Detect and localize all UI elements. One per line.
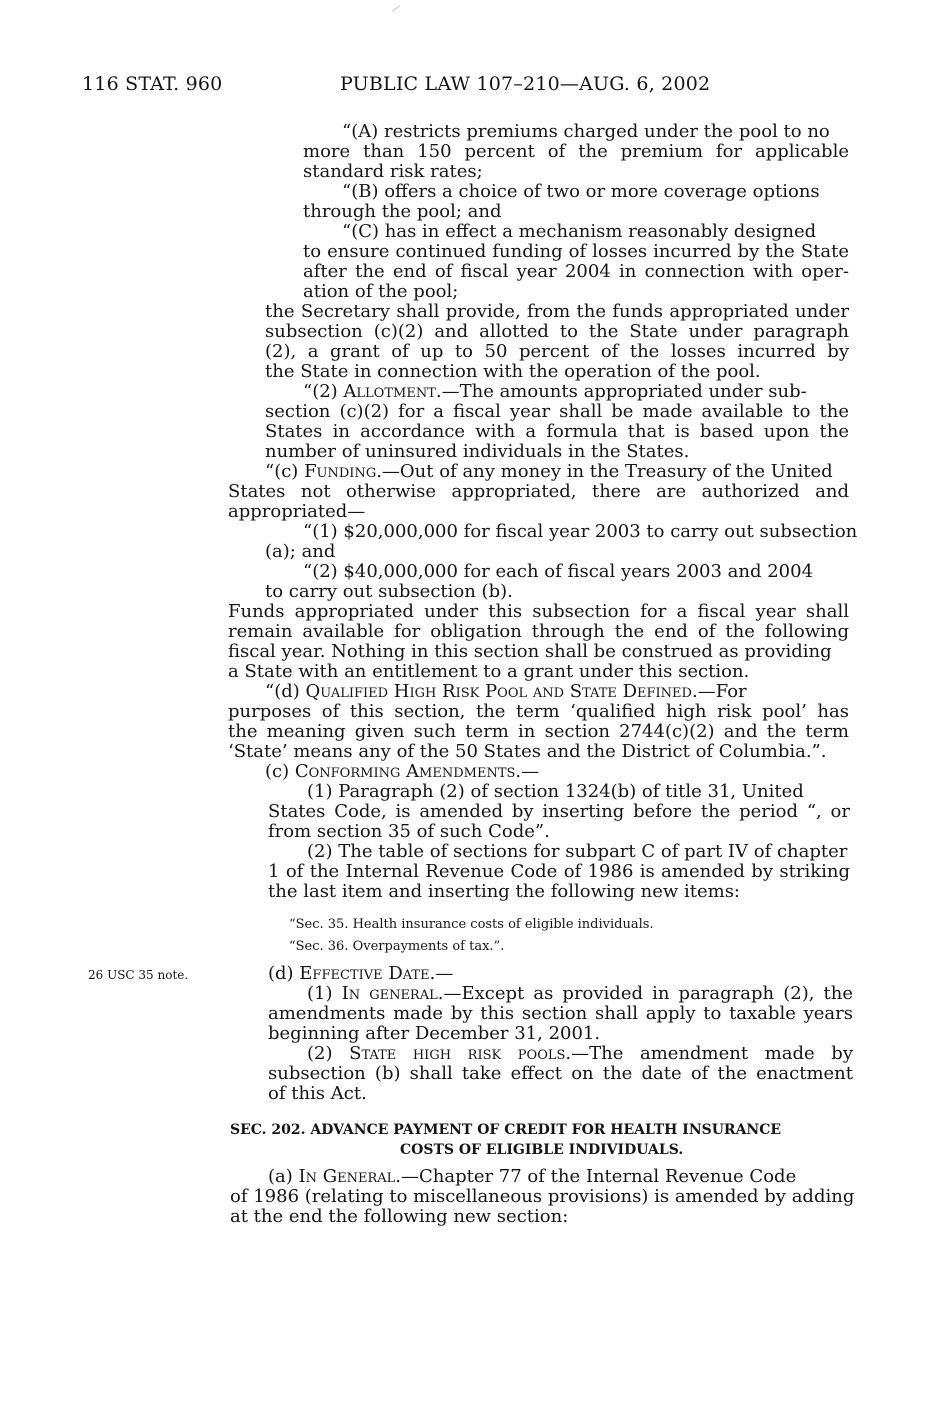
table-item: “Sec. 36. Overpayments of tax.”.	[289, 939, 505, 954]
text-line: the last item and inserting the following new items:	[268, 881, 740, 902]
section-heading: SEC. 202. ADVANCE PAYMENT OF CREDIT FOR HEALTH INSURANCE	[230, 1122, 782, 1138]
text-line: purposes of this section, the term ‘qualified high risk pool’ has	[228, 701, 849, 722]
text-line: of 1986 (relating to miscellaneous provisions) is amended by adding	[230, 1186, 855, 1207]
text-line: beginning after December 31, 2001.	[268, 1023, 601, 1044]
definitions-heading: “(d) Qualified High Risk Pool and State Defined.—For	[265, 681, 747, 702]
text-line: the meaning given such term in section 2744(c)(2) and the term	[228, 721, 849, 742]
text-line: ation of the pool;	[303, 281, 459, 302]
text-line: (2), a grant of up to 50 percent of the losses incurred by	[265, 341, 849, 362]
text-line: “(1) $20,000,000 for fiscal year 2003 to carry out subsection	[303, 521, 858, 542]
text-line: States Code, is amended by inserting before the period “, or	[268, 801, 850, 822]
section-heading: COSTS OF ELIGIBLE INDIVIDUALS.	[400, 1142, 684, 1158]
text-line: States in accordance with a formula that is based upon the	[265, 421, 849, 442]
text-line: from section 35 of such Code”.	[268, 821, 550, 842]
text-line: States not otherwise appropriated, there are authorized and	[228, 481, 849, 502]
text-line: fiscal year. Nothing in this section shall be construed as providing	[228, 641, 832, 662]
text-line: at the end the following new section:	[230, 1206, 569, 1227]
text-line: amendments made by this section shall apply to taxable years	[268, 1003, 853, 1024]
text-line: 1 of the Internal Revenue Code of 1986 is amended by striking	[268, 861, 850, 882]
text-line: remain available for obligation through the end of the following	[228, 621, 849, 642]
stat-reference: 116 STAT. 960	[82, 73, 223, 95]
effective-date-heading: (d) Effective Date.—	[268, 963, 454, 984]
text-line: after the end of fiscal year 2004 in connection with oper-	[303, 261, 849, 282]
text-line: a State with an entitlement to a grant under this section.	[228, 661, 750, 682]
text-line: (2) State high risk pools.—The amendment made by	[307, 1043, 853, 1064]
allotment-heading: “(2) Allotment.—The amounts appropriated under sub-	[303, 381, 807, 402]
text-line: the State in connection with the operation of the pool.	[265, 361, 761, 382]
text-line: subsection (b) shall take effect on the date of the enactment	[268, 1063, 853, 1084]
text-line: more than 150 percent of the premium for applicable	[303, 141, 849, 162]
text-line: to carry out subsection (b).	[265, 581, 513, 602]
text-line: “(C) has in effect a mechanism reasonably designed	[342, 221, 817, 242]
text-line: the Secretary shall provide, from the funds appropriated under	[265, 301, 849, 322]
text-line: “(B) offers a choice of two or more coverage options	[342, 181, 820, 202]
text-line: appropriated—	[228, 501, 366, 522]
conforming-amendments-heading: (c) Conforming Amendments.—	[265, 761, 540, 782]
text-line: (a); and	[265, 541, 336, 562]
scan-mark	[392, 5, 401, 12]
text-line: ‘State’ means any of the 50 States and the District of Columbia.”.	[228, 741, 827, 762]
text-line: to ensure continued funding of losses incurred by the State	[303, 241, 849, 262]
text-line: (a) In General.—Chapter 77 of the Internal Revenue Code	[268, 1166, 797, 1187]
table-item: “Sec. 35. Health insurance costs of eligible individuals.	[289, 917, 654, 932]
text-line: “(2) $40,000,000 for each of fiscal years 2003 and 2004	[303, 561, 814, 582]
text-line: number of uninsured individuals in the States.	[265, 441, 690, 462]
text-line: Funds appropriated under this subsection for a fiscal year shall	[228, 601, 849, 622]
margin-note: 26 USC 35 note.	[88, 968, 189, 982]
text-line: section (c)(2) for a fiscal year shall be made available to the	[265, 401, 849, 422]
text-line: (1) Paragraph (2) of section 1324(b) of title 31, United	[307, 781, 804, 802]
text-line: “(A) restricts premiums charged under the pool to no	[342, 121, 830, 142]
page-title: PUBLIC LAW 107–210—AUG. 6, 2002	[340, 73, 711, 95]
text-line: of this Act.	[268, 1083, 367, 1104]
text-line: subsection (c)(2) and allotted to the State under paragraph	[265, 321, 849, 342]
text-line: (2) The table of sections for subpart C of part IV of chapter	[307, 841, 848, 862]
text-line: through the pool; and	[303, 201, 502, 222]
text-line: standard risk rates;	[303, 161, 483, 182]
text-line: (1) In general.—Except as provided in paragraph (2), the	[307, 983, 854, 1004]
funding-heading: “(c) Funding.—Out of any money in the Treasury of the United	[265, 461, 833, 482]
